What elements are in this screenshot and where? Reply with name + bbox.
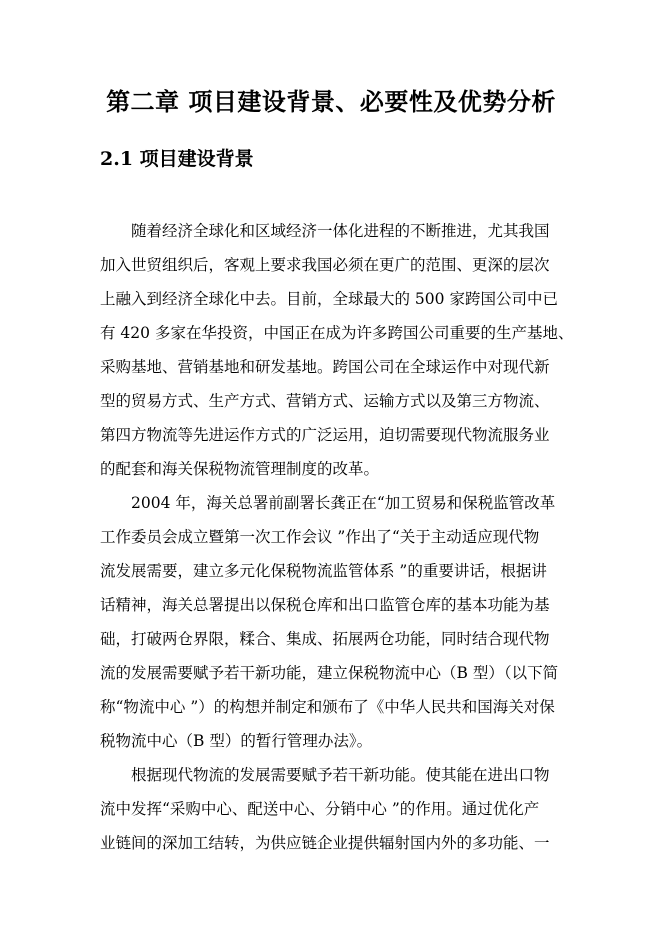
paragraph-line: 型的贸易方式、生产方式、营销方式、运输方式以及第三方物流、	[100, 392, 550, 410]
paragraph-line: 流中发挥“采购中心、配送中心、分销中心 ”的作用。通过优化产	[100, 800, 540, 818]
paragraph-line: 采购基地、营销基地和研发基地。跨国公司在全球运作中对现代新	[100, 358, 550, 376]
paragraph-line: 第四方物流等先进运作方式的广泛运用，迫切需要现代物流服务业	[100, 426, 550, 444]
section-heading: 2.1 项目建设背景	[100, 148, 254, 170]
paragraph-line: 的配套和海关保税物流管理制度的改革。	[100, 460, 380, 478]
paragraph-line: 流发展需要，建立多元化保税物流监管体系 ”的重要讲话，根据讲	[100, 562, 547, 580]
paragraph-line: 工作委员会成立暨第一次工作会议 ”作出了“关于主动适应现代物	[100, 528, 540, 546]
paragraph-line: 础，打破两仓界限，糅合、集成、拓展两仓功能，同时结合现代物	[100, 630, 550, 648]
paragraph-line: 有 420 多家在华投资，中国正在成为许多跨国公司重要的生产基地、	[100, 324, 574, 342]
paragraph-line: 根据现代物流的发展需要赋予若干新功能。使其能在进出口物	[131, 766, 550, 784]
paragraph-line: 称“物流中心 ”）的构想并制定和颁布了《中华人民共和国海关对保	[100, 698, 555, 716]
paragraph-line: 2004 年，海关总署前副署长龚正在“加工贸易和保税监管改革	[131, 494, 556, 512]
paragraph-line: 业链间的深加工结转，为供应链企业提供辐射国内外的多功能、一	[100, 834, 550, 852]
paragraph-line: 话精神，海关总署提出以保税仓库和出口监管仓库的基本功能为基	[100, 596, 550, 614]
paragraph-line: 流的发展需要赋予若干新功能，建立保税物流中心（B 型）（以下简	[100, 664, 559, 682]
paragraph-line: 上融入到经济全球化中去。目前，全球最大的 500 家跨国公司中已	[100, 290, 558, 308]
paragraph-line: 税物流中心（B 型）的暂行管理办法》。	[100, 732, 373, 750]
paragraph-line: 随着经济全球化和区域经济一体化进程的不断推进，尤其我国	[131, 222, 550, 240]
chapter-title: 第二章 项目建设背景、必要性及优势分析	[106, 87, 556, 116]
paragraph-line: 加入世贸组织后，客观上要求我国必须在更广的范围、更深的层次	[100, 256, 550, 274]
